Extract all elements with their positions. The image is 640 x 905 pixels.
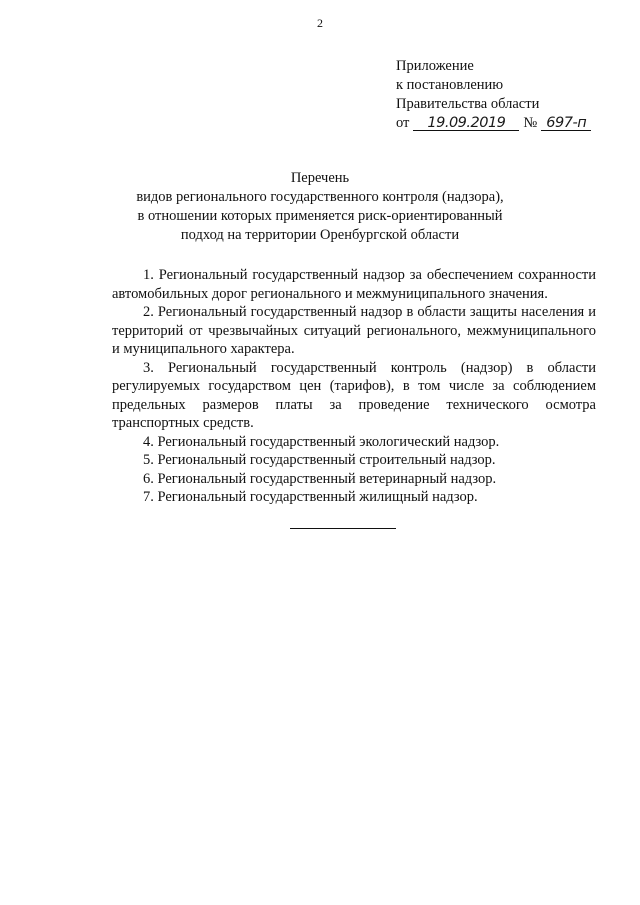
appendix-block [396,57,591,133]
list-item-5: 5. Региональный государственный строительный надзор. [143,452,496,468]
list-item-7: 7. Региональный государственный жилищный надзор. [143,489,478,505]
page-number: 2 [317,16,323,30]
appendix-line-2: к постановлению [396,77,504,93]
title-line-1: Перечень [290,170,350,186]
title-line-4: подход на территории Оренбургской области [180,227,460,243]
handwritten-date: 19.09.2019 [413,116,519,131]
list-body [112,266,596,507]
list-item-3: 3. Региональный государственный контроль (надзор) в области регулируемых государством цен (тарифов), в том числе за соблюдением предельных размеров платы за проведение технического осмотра транспортных средств. [112,359,596,431]
title-line-2: видов регионального государственного контроля (надзора), [136,189,504,205]
closing-divider-line [290,528,396,529]
number-label: № [523,115,538,131]
title-line-3: в отношении которых применяется риск-ориентированный [137,208,503,224]
appendix-line-3: Правительства области [396,96,540,112]
handwritten-number: 697-п [541,116,591,131]
from-label: от [396,115,410,131]
appendix-line-1: Приложение [396,58,474,74]
list-item-6: 6. Региональный государственный ветеринарный надзор. [143,470,497,487]
list-item-4: 4. Региональный государственный экологический надзор. [143,433,500,450]
list-item-1: 1. Региональный государственный надзор за обеспечением сохранности автомобильных дорог регионального и межмуниципального значения. [112,267,596,302]
appendix-date-number-line [396,114,591,133]
document-title [80,169,560,245]
list-item-2: 2. Региональный государственный надзор в области защиты населения и территорий от чрезвычайных ситуаций регионального, межмуниципального и муниципального характера. [112,304,596,357]
